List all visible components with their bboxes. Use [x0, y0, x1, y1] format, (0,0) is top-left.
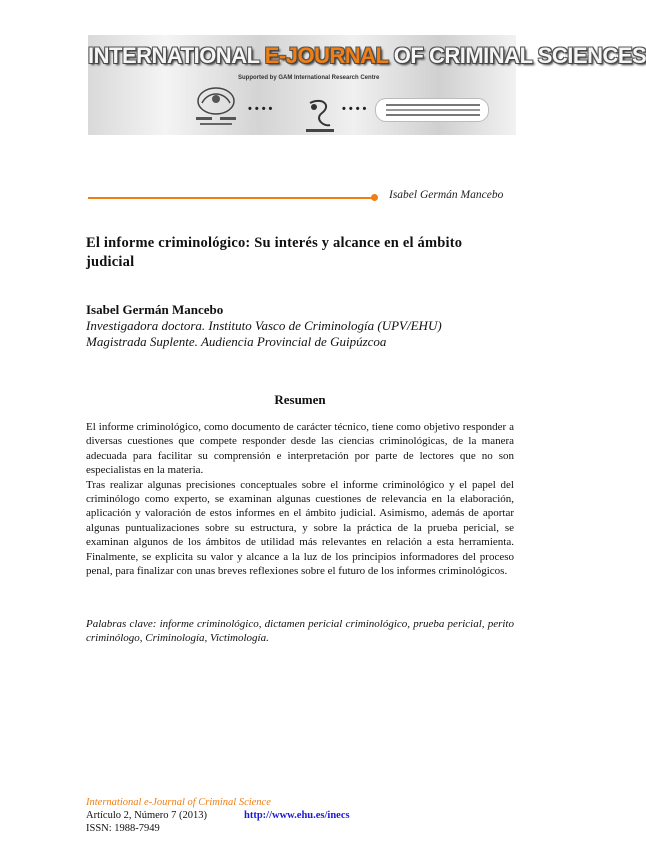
separator-dots-icon: •••• — [248, 103, 276, 115]
research-centre-logo-icon — [375, 98, 489, 122]
author-name: Isabel Germán Mancebo — [86, 302, 224, 317]
separator-dots-icon: •••• — [342, 103, 370, 115]
institute-emblem-icon — [300, 95, 340, 135]
footer-article-info: Artículo 2, Número 7 (2013) — [86, 810, 208, 821]
journal-banner — [88, 35, 646, 135]
university-seal-icon — [188, 85, 244, 129]
author-affiliation-1: Investigadora doctora. Instituto Vasco de Criminología (UPV/EHU) — [86, 318, 442, 333]
banner-supported-by: Supported by GAM International Research Centre — [238, 75, 380, 81]
abstract-paragraph-1: El informe criminológico, como documento de carácter técnico, tiene como objetivo responder a diversas cuestiones que compete responder desde las ciencias criminológicas, de la manera adecuada para facilitar su comprensión e interpretación por parte de lectores que no son especialistas en la materia. — [86, 421, 514, 477]
author-affiliation-2: Magistrada Suplente. Audiencia Provincial de Guipúzcoa — [86, 334, 387, 349]
banner-title-pre: INTERNATIONAL — [88, 43, 265, 68]
footer-journal-name: International e-Journal of Criminal Science — [86, 797, 271, 808]
running-head-author: Isabel Germán Mancebo — [389, 189, 504, 201]
keywords: Palabras clave: informe criminológico, dictamen pericial criminológico, prueba pericial, perito criminólogo, Criminología, Victimología. — [86, 618, 514, 645]
footer-issn: ISSN: 1988-7949 — [86, 823, 160, 834]
footer-journal-link[interactable]: http://www.ehu.es/inecs — [244, 810, 350, 821]
banner-title — [88, 43, 646, 69]
abstract-paragraph-2: Tras realizar algunas precisiones conceptuales sobre el informe criminológico y el papel del criminólogo como experto, se examinan algunas cuestiones de relevancia en la elaboración, aplicación y valoración de estos informes en el ámbito judicial. Asimismo, además de aportar algunas puntualizaciones sobre su estructura, y sobre la práctica de la prueba pericial, se examinan algunos de los ámbitos de utilidad más relevantes en relación a esta herramienta. Finalmente, se explicita su valor y alcance a la luz de los principios informadores del proceso penal, para finalizar con unas breves reflexiones sobre el futuro de los informes criminológicos. — [86, 478, 514, 578]
header-rule-dot — [371, 194, 378, 201]
banner-title-accent: E-JOURNAL — [264, 43, 389, 68]
banner-title-post: OF CRIMINAL SCIENCES — [388, 43, 646, 68]
header-rule — [88, 197, 374, 199]
article-title: El informe criminológico: Su interés y alcance en el ámbito judicial — [86, 235, 463, 270]
abstract-body — [86, 420, 514, 578]
abstract-heading: Resumen — [274, 392, 326, 407]
